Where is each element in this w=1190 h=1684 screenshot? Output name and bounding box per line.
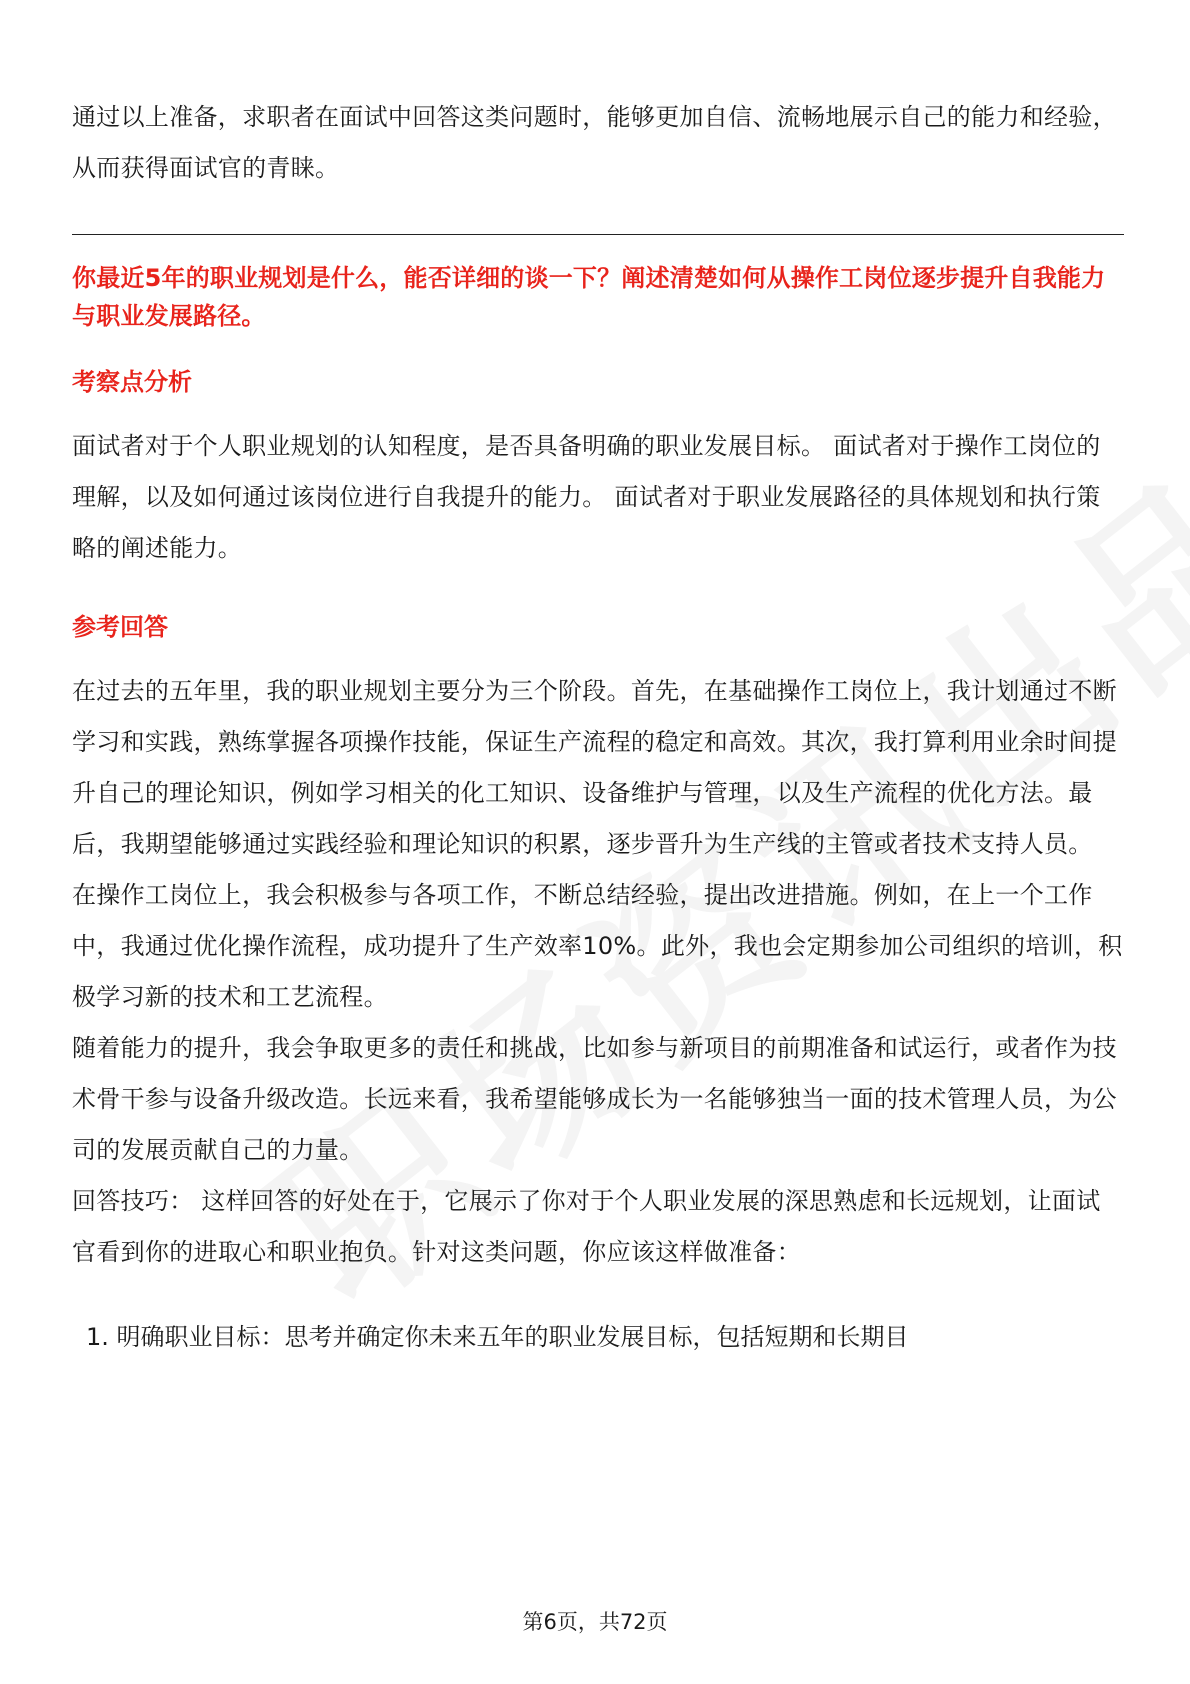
section-divider [72, 234, 1124, 235]
analysis-heading: 考察点分析 [72, 368, 192, 396]
list-item: 1. 明确职业目标：思考并确定你未来五年的职业发展目标，包括短期和长期目 [86, 1323, 909, 1351]
document-body [72, 92, 1124, 1363]
interview-question: 你最近5年的职业规划是什么，能否详细的谈一下？阐述清楚如何从操作工岗位逐步提升自我能力与职业发展路径。 [72, 264, 1106, 330]
answer-paragraph-3: 随着能力的提升，我会争取更多的责任和挑战，比如参与新项目的前期准备和试运行，或者作为技术骨干参与设备升级改造。长远来看，我希望能够成长为一名能够独当一面的技术管理人员，为公司的发展贡献自己的力量。 [72, 1034, 1117, 1164]
answer-paragraph-1: 在过去的五年里，我的职业规划主要分为三个阶段。首先，在基础操作工岗位上，我计划通过不断学习和实践，熟练掌握各项操作技能，保证生产流程的稳定和高效。其次，我打算利用业余时间提升自己的理论知识，例如学习相关的化工知识、设备维护与管理，以及生产流程的优化方法。最后，我期望能够通过实践经验和理论知识的积累，逐步晋升为生产线的主管或者技术支持人员。 [72, 677, 1117, 858]
answer-tips-paragraph: 回答技巧： 这样回答的好处在于，它展示了你对于个人职业发展的深思熟虑和长远规划，让面试官看到你的进取心和职业抱负。针对这类问题，你应该这样做准备： [72, 1187, 1101, 1266]
intro-paragraph: 通过以上准备，求职者在面试中回答这类问题时，能够更加自信、流畅地展示自己的能力和经验，从而获得面试官的青睐。 [72, 103, 1117, 182]
analysis-paragraph: 面试者对于个人职业规划的认知程度，是否具备明确的职业发展目标。 面试者对于操作工岗位的理解，以及如何通过该岗位进行自我提升的能力。 面试者对于职业发展路径的具体规划和执行策略的阐述能力。 [72, 432, 1101, 562]
answer-heading: 参考回答 [72, 613, 168, 641]
answer-paragraph-2: 在操作工岗位上，我会积极参与各项工作，不断总结经验，提出改进措施。例如，在上一个工作中，我通过优化操作流程，成功提升了生产效率10%。此外，我也会定期参加公司组织的培训，积极学习新的技术和工艺流程。 [72, 881, 1123, 1011]
page-number: 第6页，共72页 [522, 1610, 668, 1634]
tips-list [72, 1312, 1124, 1363]
